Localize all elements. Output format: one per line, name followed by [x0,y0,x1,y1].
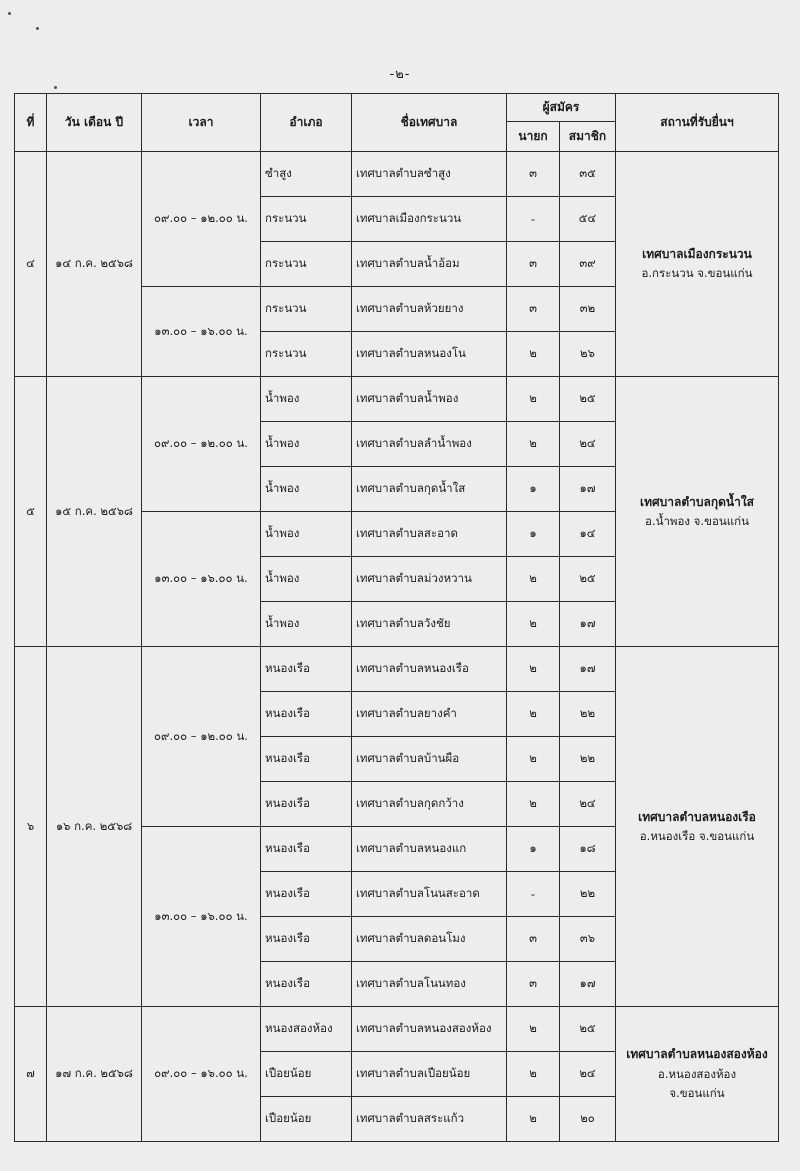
row-mayor-count: ๒ [507,557,560,602]
row-member-count: ๓๕ [560,152,616,197]
row-member-count: ๒๕ [560,1007,616,1052]
row-location [616,647,779,1007]
location-address: อ.กระนวน จ.ขอนแก่น [641,266,753,281]
row-member-count: ๓๙ [560,242,616,287]
table-body [15,152,779,1142]
row-number: ๔ [15,152,47,377]
row-mayor-count: ๓ [507,152,560,197]
row-mayor-count: ๓ [507,917,560,962]
location-name: เทศบาลตำบลหนองเรือ [638,809,756,824]
row-number: ๕ [15,377,47,647]
row-municipality: เทศบาลตำบลวังชัย [352,602,507,647]
location-address: อ.น้ำพอง จ.ขอนแก่น [645,513,749,528]
row-mayor-count: ๒ [507,692,560,737]
row-municipality: เทศบาลตำบลห้วยยาง [352,287,507,332]
row-member-count: ๕๔ [560,197,616,242]
row-district: น้ำพอง [261,467,352,512]
row-member-count: ๒๐ [560,1097,616,1142]
row-mayor-count: ๒ [507,737,560,782]
row-location [616,1007,779,1142]
row-number: ๖ [15,647,47,1007]
row-district: หนองเรือ [261,692,352,737]
row-municipality: เทศบาลตำบลลำน้ำพอง [352,422,507,467]
location-address: อ.หนองเรือ จ.ขอนแก่น [639,828,755,843]
row-mayor-count: ๒ [507,332,560,377]
row-municipality: เทศบาลตำบลหนองสองห้อง [352,1007,507,1052]
location-address: อ.หนองสองห้อง [657,1066,737,1081]
row-district: หนองเรือ [261,647,352,692]
row-district: หนองเรือ [261,917,352,962]
row-municipality: เทศบาลตำบลหนองโน [352,332,507,377]
scan-speck [54,86,57,89]
row-mayor-count: ๒ [507,782,560,827]
row-district: ซำสูง [261,152,352,197]
row-district: หนองเรือ [261,737,352,782]
row-date: ๑๕ ก.ค. ๒๕๖๘ [47,377,142,647]
row-district: กระนวน [261,197,352,242]
page-number: -๒- [389,67,411,82]
row-time: ๐๙.๐๐ – ๑๖.๐๐ น. [142,1007,261,1142]
row-mayor-count: ๑ [507,827,560,872]
row-mayor-count: - [507,197,560,242]
row-mayor-count: ๓ [507,962,560,1007]
row-member-count: ๑๗ [560,467,616,512]
row-member-count: ๑๗ [560,647,616,692]
row-time: ๐๙.๐๐ – ๑๒.๐๐ น. [142,377,261,512]
table-header [15,94,779,152]
location-name: เทศบาลตำบลหนองสองห้อง [626,1047,768,1062]
schedule-table [14,93,779,1142]
row-district: กระนวน [261,287,352,332]
row-member-count: ๑๗ [560,962,616,1007]
row-municipality: เทศบาลตำบลเปือยน้อย [352,1052,507,1097]
row-time: ๐๙.๐๐ – ๑๒.๐๐ น. [142,647,261,827]
row-number: ๗ [15,1007,47,1142]
row-date: ๑๔ ก.ค. ๒๕๖๘ [47,152,142,377]
row-municipality: เทศบาลตำบลน้ำอ้อม [352,242,507,287]
row-municipality: เทศบาลตำบลสระแก้ว [352,1097,507,1142]
table-row [15,152,779,197]
row-district: น้ำพอง [261,602,352,647]
scan-speck [8,12,11,15]
header-mayor: นายก [507,122,560,152]
row-mayor-count: ๒ [507,422,560,467]
row-municipality: เทศบาลตำบลหนองแก [352,827,507,872]
row-member-count: ๑๗ [560,602,616,647]
row-district: กระนวน [261,242,352,287]
row-district: น้ำพอง [261,557,352,602]
row-municipality: เทศบาลเมืองกระนวน [352,197,507,242]
row-member-count: ๒๕ [560,557,616,602]
row-municipality: เทศบาลตำบลน้ำพอง [352,377,507,422]
row-district: น้ำพอง [261,377,352,422]
row-member-count: ๓๖ [560,917,616,962]
row-mayor-count: ๑ [507,467,560,512]
header-member: สมาชิก [560,122,616,152]
row-municipality: เทศบาลตำบลกุดน้ำใส [352,467,507,512]
row-time: ๑๓.๐๐ – ๑๖.๐๐ น. [142,287,261,377]
table-row [15,647,779,692]
row-location [616,377,779,647]
header-applicants: ผู้สมัคร [507,94,616,122]
row-mayor-count: ๒ [507,602,560,647]
row-mayor-count: ๓ [507,287,560,332]
row-district: น้ำพอง [261,422,352,467]
location-name: เทศบาลตำบลกุดน้ำใส [639,494,755,509]
row-mayor-count: - [507,872,560,917]
row-municipality: เทศบาลตำบลม่วงหวาน [352,557,507,602]
row-municipality: เทศบาลตำบลบ้านผือ [352,737,507,782]
row-date: ๑๖ ก.ค. ๒๕๖๘ [47,647,142,1007]
row-mayor-count: ๒ [507,1097,560,1142]
row-district: น้ำพอง [261,512,352,557]
header-district: อำเภอ [261,94,352,152]
row-district: หนองเรือ [261,827,352,872]
row-district: กระนวน [261,332,352,377]
row-time: ๑๓.๐๐ – ๑๖.๐๐ น. [142,512,261,647]
row-mayor-count: ๒ [507,647,560,692]
row-municipality: เทศบาลตำบลซำสูง [352,152,507,197]
location-address: จ.ขอนแก่น [669,1086,725,1101]
row-member-count: ๒๒ [560,692,616,737]
location-name: เทศบาลเมืองกระนวน [642,247,752,262]
row-mayor-count: ๒ [507,1052,560,1097]
row-municipality: เทศบาลตำบลโนนทอง [352,962,507,1007]
table-row [15,1007,779,1052]
row-district: หนองสองห้อง [261,1007,352,1052]
row-member-count: ๓๒ [560,287,616,332]
row-member-count: ๑๔ [560,512,616,557]
table-row [15,377,779,422]
header-date: วัน เดือน ปี [47,94,142,152]
header-time: เวลา [142,94,261,152]
header-location: สถานที่รับยื่นฯ [616,94,779,152]
row-municipality: เทศบาลตำบลสะอาด [352,512,507,557]
row-municipality: เทศบาลตำบลดอนโมง [352,917,507,962]
row-member-count: ๒๔ [560,1052,616,1097]
row-member-count: ๒๒ [560,737,616,782]
row-district: เปือยน้อย [261,1052,352,1097]
row-member-count: ๒๒ [560,872,616,917]
row-mayor-count: ๒ [507,377,560,422]
row-municipality: เทศบาลตำบลหนองเรือ [352,647,507,692]
row-time: ๑๓.๐๐ – ๑๖.๐๐ น. [142,827,261,1007]
row-district: หนองเรือ [261,962,352,1007]
row-district: เปือยน้อย [261,1097,352,1142]
row-member-count: ๒๖ [560,332,616,377]
row-time: ๐๙.๐๐ – ๑๒.๐๐ น. [142,152,261,287]
row-mayor-count: ๓ [507,242,560,287]
row-mayor-count: ๑ [507,512,560,557]
header-no: ที่ [15,94,47,152]
row-date: ๑๗ ก.ค. ๒๕๖๘ [47,1007,142,1142]
row-member-count: ๒๔ [560,422,616,467]
row-municipality: เทศบาลตำบลกุดกว้าง [352,782,507,827]
row-district: หนองเรือ [261,782,352,827]
row-member-count: ๑๘ [560,827,616,872]
header-municipality: ชื่อเทศบาล [352,94,507,152]
row-district: หนองเรือ [261,872,352,917]
row-member-count: ๒๕ [560,377,616,422]
scan-speck [36,27,39,30]
row-municipality: เทศบาลตำบลยางคำ [352,692,507,737]
row-location [616,152,779,377]
row-member-count: ๒๔ [560,782,616,827]
row-municipality: เทศบาลตำบลโนนสะอาด [352,872,507,917]
row-mayor-count: ๒ [507,1007,560,1052]
